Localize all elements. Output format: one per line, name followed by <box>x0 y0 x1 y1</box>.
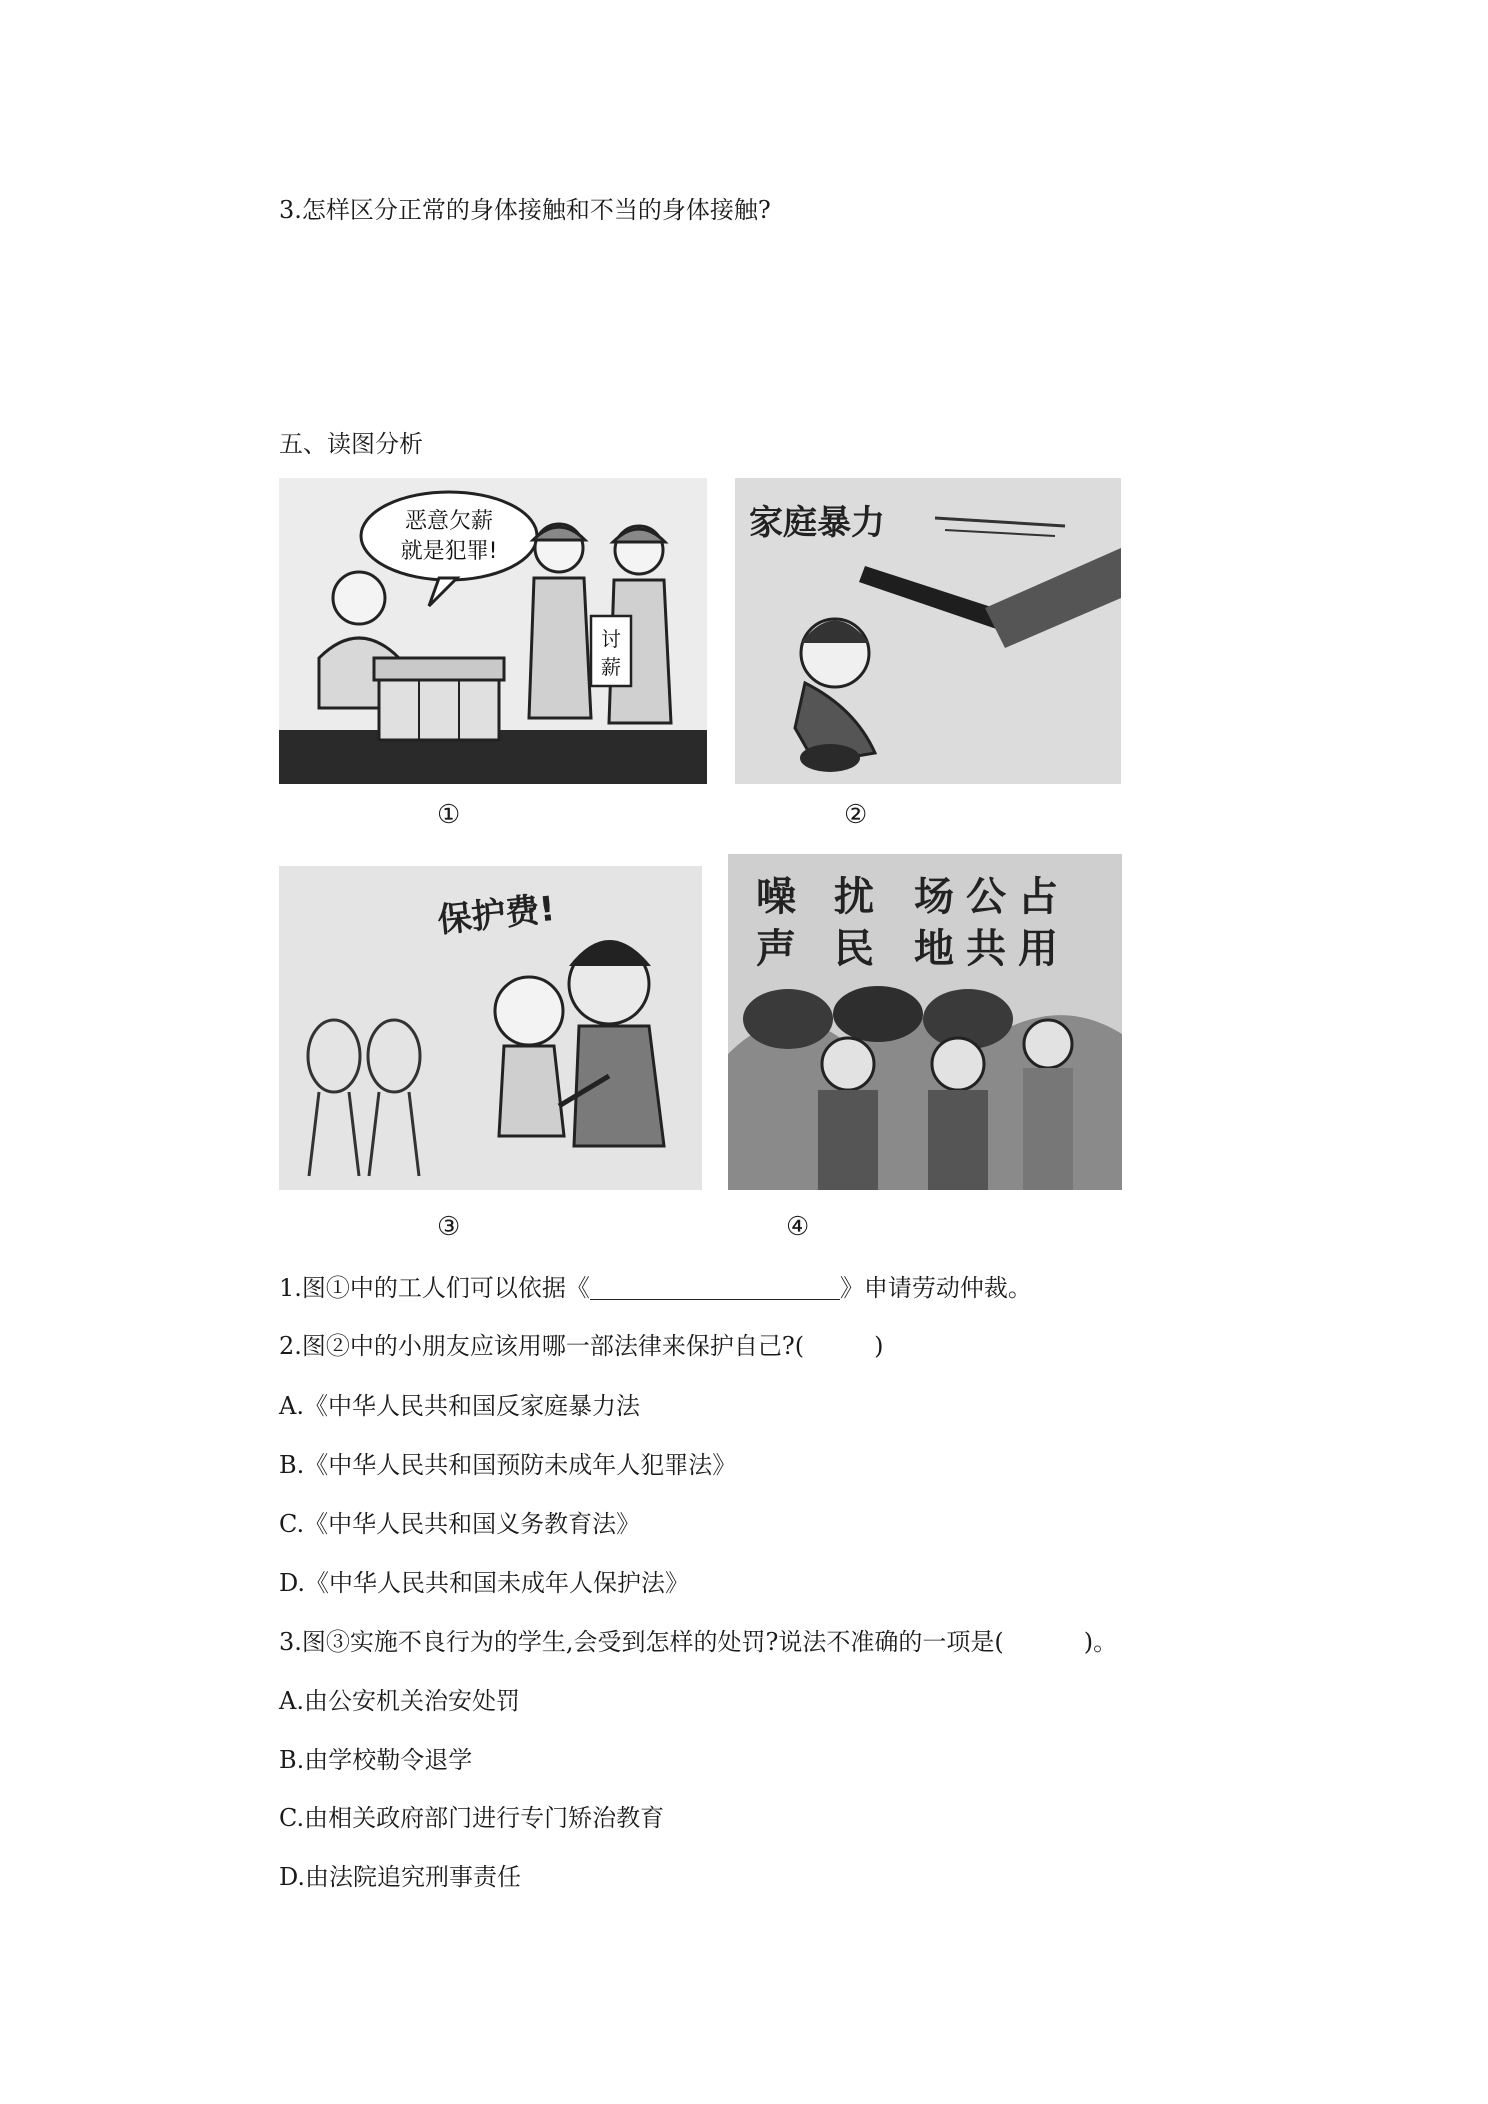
figure-2-label: ② <box>844 800 868 830</box>
question-1 <box>279 1272 1032 1304</box>
question-1-suffix: 》申请劳动仲裁。 <box>839 1274 1032 1302</box>
figure-3-image <box>279 866 702 1190</box>
question-2 <box>279 1330 884 1362</box>
figure-4-char-sheng: 声 <box>756 926 796 972</box>
question-1-prefix: 1.图①中的工人们可以依据《 <box>279 1274 590 1302</box>
question-2-option-b: B.《中华人民共和国预防未成年人犯罪法》 <box>279 1451 737 1479</box>
question-2-text: 2.图②中的小朋友应该用哪一部法律来保护自己?( <box>279 1332 805 1360</box>
figure-1-bubble-line-2: 就是犯罪! <box>400 539 498 564</box>
question-3-option-d: D.由法院追究刑事责任 <box>279 1863 522 1891</box>
figure-1-sign-line-2: 薪 <box>601 655 621 679</box>
figure-4-char-chang: 场 <box>914 874 954 920</box>
question-1-blank[interactable] <box>590 1277 840 1300</box>
figure-1-image <box>279 478 707 784</box>
figure-4-char-di: 地 <box>914 926 954 972</box>
question-3 <box>279 1626 1117 1658</box>
figure-4-char-yong: 用 <box>1018 926 1058 972</box>
figure-1-bubble-line-1: 恶意欠薪 <box>404 509 494 534</box>
question-3-stem: 3.图③实施不良行为的学生,会受到怎样的处罚?说法不准确的一项是( <box>279 1628 1004 1656</box>
figure-4-char-zao: 噪 <box>756 874 796 920</box>
figure-4-char-gongyong: 共 <box>966 926 1006 972</box>
figure-3-label: ③ <box>437 1212 461 1242</box>
figure-4-char-rao: 扰 <box>834 874 874 920</box>
figure-4-char-gong: 公 <box>966 874 1006 920</box>
figure-1-label: ① <box>437 800 461 830</box>
question-3-option-a: A.由公安机关治安处罚 <box>279 1687 520 1715</box>
question-3-text: 3.怎样区分正常的身体接触和不当的身体接触? <box>279 196 771 224</box>
question-2-close: ) <box>874 1332 884 1360</box>
question-2-option-d: D.《中华人民共和国未成年人保护法》 <box>279 1569 690 1597</box>
question-2-option-c: C.《中华人民共和国义务教育法》 <box>279 1510 641 1538</box>
question-3-option-b: B.由学校勒令退学 <box>279 1746 473 1774</box>
figure-4-image <box>728 854 1122 1190</box>
question-3-option-c: C.由相关政府部门进行专门矫治教育 <box>279 1804 665 1832</box>
section-title: 五、读图分析 <box>279 430 423 458</box>
figure-2-image <box>735 478 1121 784</box>
question-2-option-a: A.《中华人民共和国反家庭暴力法 <box>279 1392 640 1420</box>
figure-3-title: 保护费! <box>435 888 557 941</box>
figure-2-title: 家庭暴力 <box>749 503 885 543</box>
figure-1-sign-line-1: 讨 <box>601 627 621 651</box>
figure-4-char-zhan: 占 <box>1018 874 1058 920</box>
figure-4-label: ④ <box>786 1212 810 1242</box>
question-3-close: )。 <box>1083 1628 1118 1656</box>
figure-4-char-min: 民 <box>834 926 874 972</box>
